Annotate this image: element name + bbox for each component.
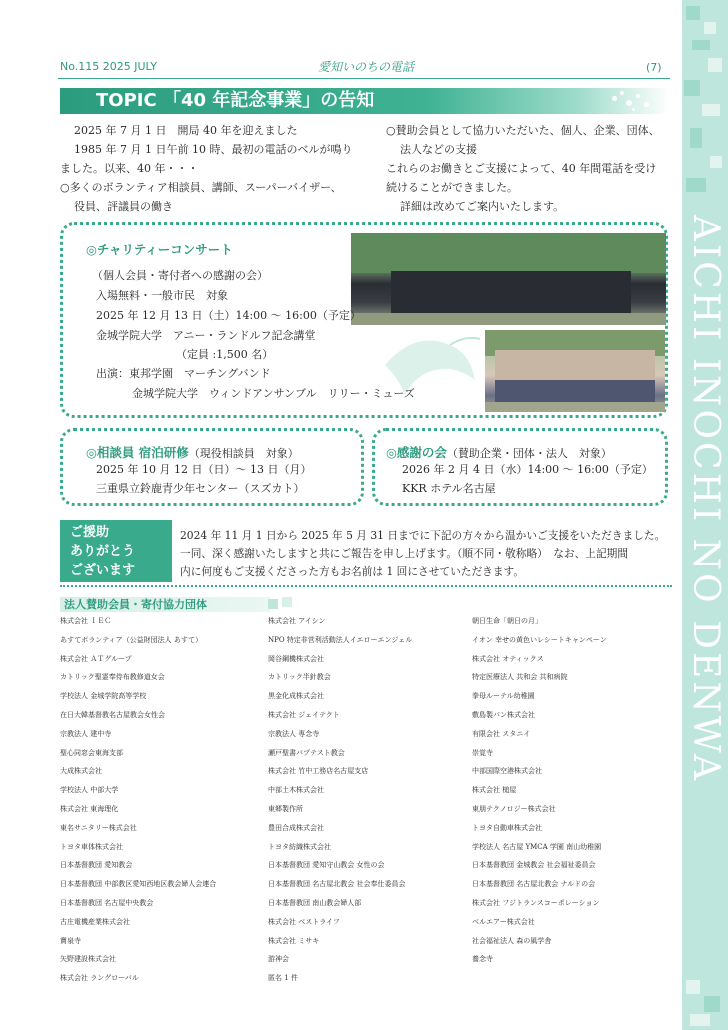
donor-item: 株式会社 東海理化 xyxy=(60,804,119,813)
donor-item: カトリック半針教会 xyxy=(268,673,331,682)
donor-item: 矢野建設株式会社 xyxy=(60,955,116,964)
donor-item: 特定医療法人 共和会 共和病院 xyxy=(472,673,568,682)
gratitude-heading xyxy=(386,443,612,461)
intro-line: ○多くのボランティア相談員、講師、スーパーバイザー、 xyxy=(60,181,342,194)
concert-line: 金城学院大学 アニー・ランドルフ記念講堂 xyxy=(96,329,316,342)
intro-line: 詳細は改めてご案内いたします。 xyxy=(400,200,565,213)
wind-ensemble-photo xyxy=(485,330,665,412)
training-line: 三重県立鈴鹿青少年センター（スズカト） xyxy=(96,482,305,495)
donor-item: 日本基督教団 愛知教会 xyxy=(60,861,133,870)
donor-item: 日本基督教団 南山教会婦人部 xyxy=(268,898,362,907)
donor-item: 養念寺 xyxy=(472,955,493,964)
donor-item: 学校法人 金城学院高等学校 xyxy=(60,692,147,701)
donor-item: 東名サニタリー株式会社 xyxy=(60,823,137,832)
concert-line: 2025 年 12 月 13 日（土）14:00 ～ 16:00（予定） xyxy=(96,309,361,322)
issue-number: No.115 2025 JULY xyxy=(60,60,157,73)
training-title: ◎相談員 宿泊研修 xyxy=(86,445,189,460)
donor-item: 宗教法人 建中寺 xyxy=(60,729,112,738)
concert-line: 出演：東邦学園 マーチングバンド xyxy=(96,367,271,380)
donor-item: あすてボランティア（公益財団法人 あすて） xyxy=(60,635,203,644)
intro-line: 1985 年 7 月 1 日午前 10 時、最初の電話のベルが鳴り xyxy=(74,143,353,156)
donor-item: 豊田合成株式会社 xyxy=(268,823,324,832)
thanks-line: 一同、深く感謝いたしますと共にご報告を申し上げます。（順不同・敬称略） なお、上記期間 xyxy=(180,547,629,560)
donor-item: トヨタ自動車株式会社 xyxy=(472,823,542,832)
intro-line: 続けることができました。 xyxy=(386,181,518,194)
donor-item: 株式会社 ベストライフ xyxy=(268,917,340,926)
donor-item: 株式会社 ラングローバル xyxy=(60,974,139,983)
donor-item: 株式会社 ＩＥＣ xyxy=(60,617,112,625)
decorative-dot xyxy=(644,102,649,107)
intro-line: ○賛助会員として協力いただいた、個人、企業、団体、 xyxy=(386,124,660,137)
donor-item: カトリック聖霊奉侍布教修道女会 xyxy=(60,673,165,682)
donor-item: 岡谷鋼機株式会社 xyxy=(268,654,324,663)
donor-item: ベルエアー株式会社 xyxy=(472,917,535,926)
donor-item: 匿名 1 件 xyxy=(268,974,298,983)
donor-item: 株式会社 アイシン xyxy=(268,617,326,625)
publication-title: 愛知いのちの電話 xyxy=(318,60,415,74)
donor-item: 株式会社 ＡＴグループ xyxy=(60,654,132,663)
donor-column-1 xyxy=(60,612,270,988)
donor-item: 中部国際空港株式会社 xyxy=(472,767,542,776)
donor-item: 日本基督教団 愛知守山教会 女性の会 xyxy=(268,861,385,870)
donor-column-2 xyxy=(268,612,473,988)
donor-item: 游神会 xyxy=(268,955,289,964)
donor-item: 大成株式会社 xyxy=(60,767,102,776)
donor-item: 寶泉寺 xyxy=(60,936,81,945)
donor-item: 黒金化成株式会社 xyxy=(268,692,324,701)
donor-item: 株式会社 竹中工務店名古屋支店 xyxy=(268,767,369,776)
page-number: (7) xyxy=(646,61,662,74)
donor-item: 株式会社 槌屋 xyxy=(472,786,517,795)
intro-line: ました。以来、40 年・・・ xyxy=(60,162,199,175)
donor-item: 日本基督教団 中部教区愛知西地区教会婦人会連合 xyxy=(60,880,217,889)
donor-item: 朝日生命「朝日の月」 xyxy=(472,617,542,625)
donor-item: 株式会社 ミサキ xyxy=(268,936,320,945)
gratitude-subtitle: （賛助企業・団体・法人 対象） xyxy=(446,447,612,460)
donor-item: 東郷製作所 xyxy=(268,804,303,813)
training-heading xyxy=(86,443,299,461)
donor-item: 拳母ルーテル幼稚園 xyxy=(472,692,535,701)
donor-item: 瀬戸聖書バプテスト教会 xyxy=(268,748,345,757)
donor-item: 株式会社 フジトランスコーポレーション xyxy=(472,898,600,907)
donor-item: 敷島製パン株式会社 xyxy=(472,710,535,719)
gratitude-title: ◎感謝の会 xyxy=(386,445,447,460)
donor-item: 在日大韓基督教名古屋教会女性会 xyxy=(60,710,165,719)
donor-item: 中部土木株式会社 xyxy=(268,786,324,795)
donor-item: 日本基督教団 名古屋中央教会 xyxy=(60,898,154,907)
intro-line: 役員、評議員の働き xyxy=(74,200,173,213)
topic-title: TOPIC 「40 年記念事業」の告知 xyxy=(96,90,375,111)
donor-item: 日本基督教団 名古屋北教会 ナルドの会 xyxy=(472,880,596,889)
donor-item: 東朋テクノロジー株式会社 xyxy=(472,804,556,813)
donor-item: トヨタ車体株式会社 xyxy=(60,842,123,851)
concert-line: 入場無料・一般市民 対象 xyxy=(96,289,228,302)
donor-item: 日本基督教団 名古屋北教会 社会奉仕委員会 xyxy=(268,880,406,889)
donor-column-3 xyxy=(472,612,677,969)
donor-item: 社会福祉法人 森の風学舎 xyxy=(472,936,552,945)
training-subtitle: （現役相談員 対象） xyxy=(188,447,299,460)
concert-line: （定員 :1,500 名） xyxy=(176,348,274,361)
decorative-dot xyxy=(636,94,640,98)
donor-item: 宗教法人 専念寺 xyxy=(268,729,320,738)
thanks-badge-text: ご援助 ありがとう ございます xyxy=(70,525,136,578)
gratitude-line: 2026 年 2 月 4 日（水）14:00 ～ 16:00（予定） xyxy=(402,463,653,476)
donor-item: 日本基督教団 金城教会 社会福祉委員会 xyxy=(472,861,596,870)
donor-heading: 法人賛助会員・寄付協力団体 xyxy=(64,598,207,611)
donor-item: NPO 特定非営利活動法人イエローエンジェル xyxy=(268,635,413,644)
donor-item: 学校法人 名古屋 YMCA 学園 南山幼稚園 xyxy=(472,842,602,851)
donor-item: 株式会社 ジェイテクト xyxy=(268,710,340,719)
donor-item: イオン 幸せの黄色いレシートキャンペーン xyxy=(472,635,607,644)
decorative-dot xyxy=(620,91,624,95)
thanks-line: 2024 年 11 月 1 日から 2025 年 5 月 31 日までに下記の方々から温かいご支援をいただきました。 xyxy=(180,529,666,542)
intro-line: 2025 年 7 月 1 日 開局 40 年を迎えました xyxy=(74,124,298,137)
decorative-dot xyxy=(626,100,632,106)
marching-band-photo xyxy=(351,233,666,325)
donor-item: 学校法人 中部大学 xyxy=(60,786,119,795)
decorative-dot xyxy=(612,96,617,101)
header-rule xyxy=(58,78,670,79)
donor-item: 聖心同窓会東海支部 xyxy=(60,748,123,757)
donor-item: トヨタ紡織株式会社 xyxy=(268,842,331,851)
side-vertical-title: AICHI INOCHI NO DENWA xyxy=(685,215,726,783)
concert-line: 金城学院大学 ウィンドアンサンブル リリー・ミューズ xyxy=(132,387,415,400)
donor-item: 有限会社 スタニイ xyxy=(472,729,531,738)
donor-item: 崇覚寺 xyxy=(472,748,493,757)
gratitude-line: KKR ホテル名古屋 xyxy=(402,482,496,495)
decor-squares xyxy=(268,597,308,611)
donor-item: 株式会社 オティックス xyxy=(472,654,544,663)
donor-item: 古庄電機産業株式会社 xyxy=(60,917,130,926)
decorative-dot xyxy=(632,108,635,111)
thanks-divider xyxy=(60,585,672,587)
intro-line: 法人などの支援 xyxy=(400,143,477,156)
intro-line: これらのお働きとご支援によって、40 年間電話を受け xyxy=(386,162,657,175)
training-line: 2025 年 10 月 12 日（日）～ 13 日（月） xyxy=(96,463,312,476)
concert-line: （個人会員・寄付者への感謝の会） xyxy=(92,269,268,282)
concert-heading: ◎チャリティーコンサート xyxy=(86,242,233,257)
thanks-line: 内に何度もご支援くださった方もお名前は 1 回にさせていただきます。 xyxy=(180,565,525,578)
